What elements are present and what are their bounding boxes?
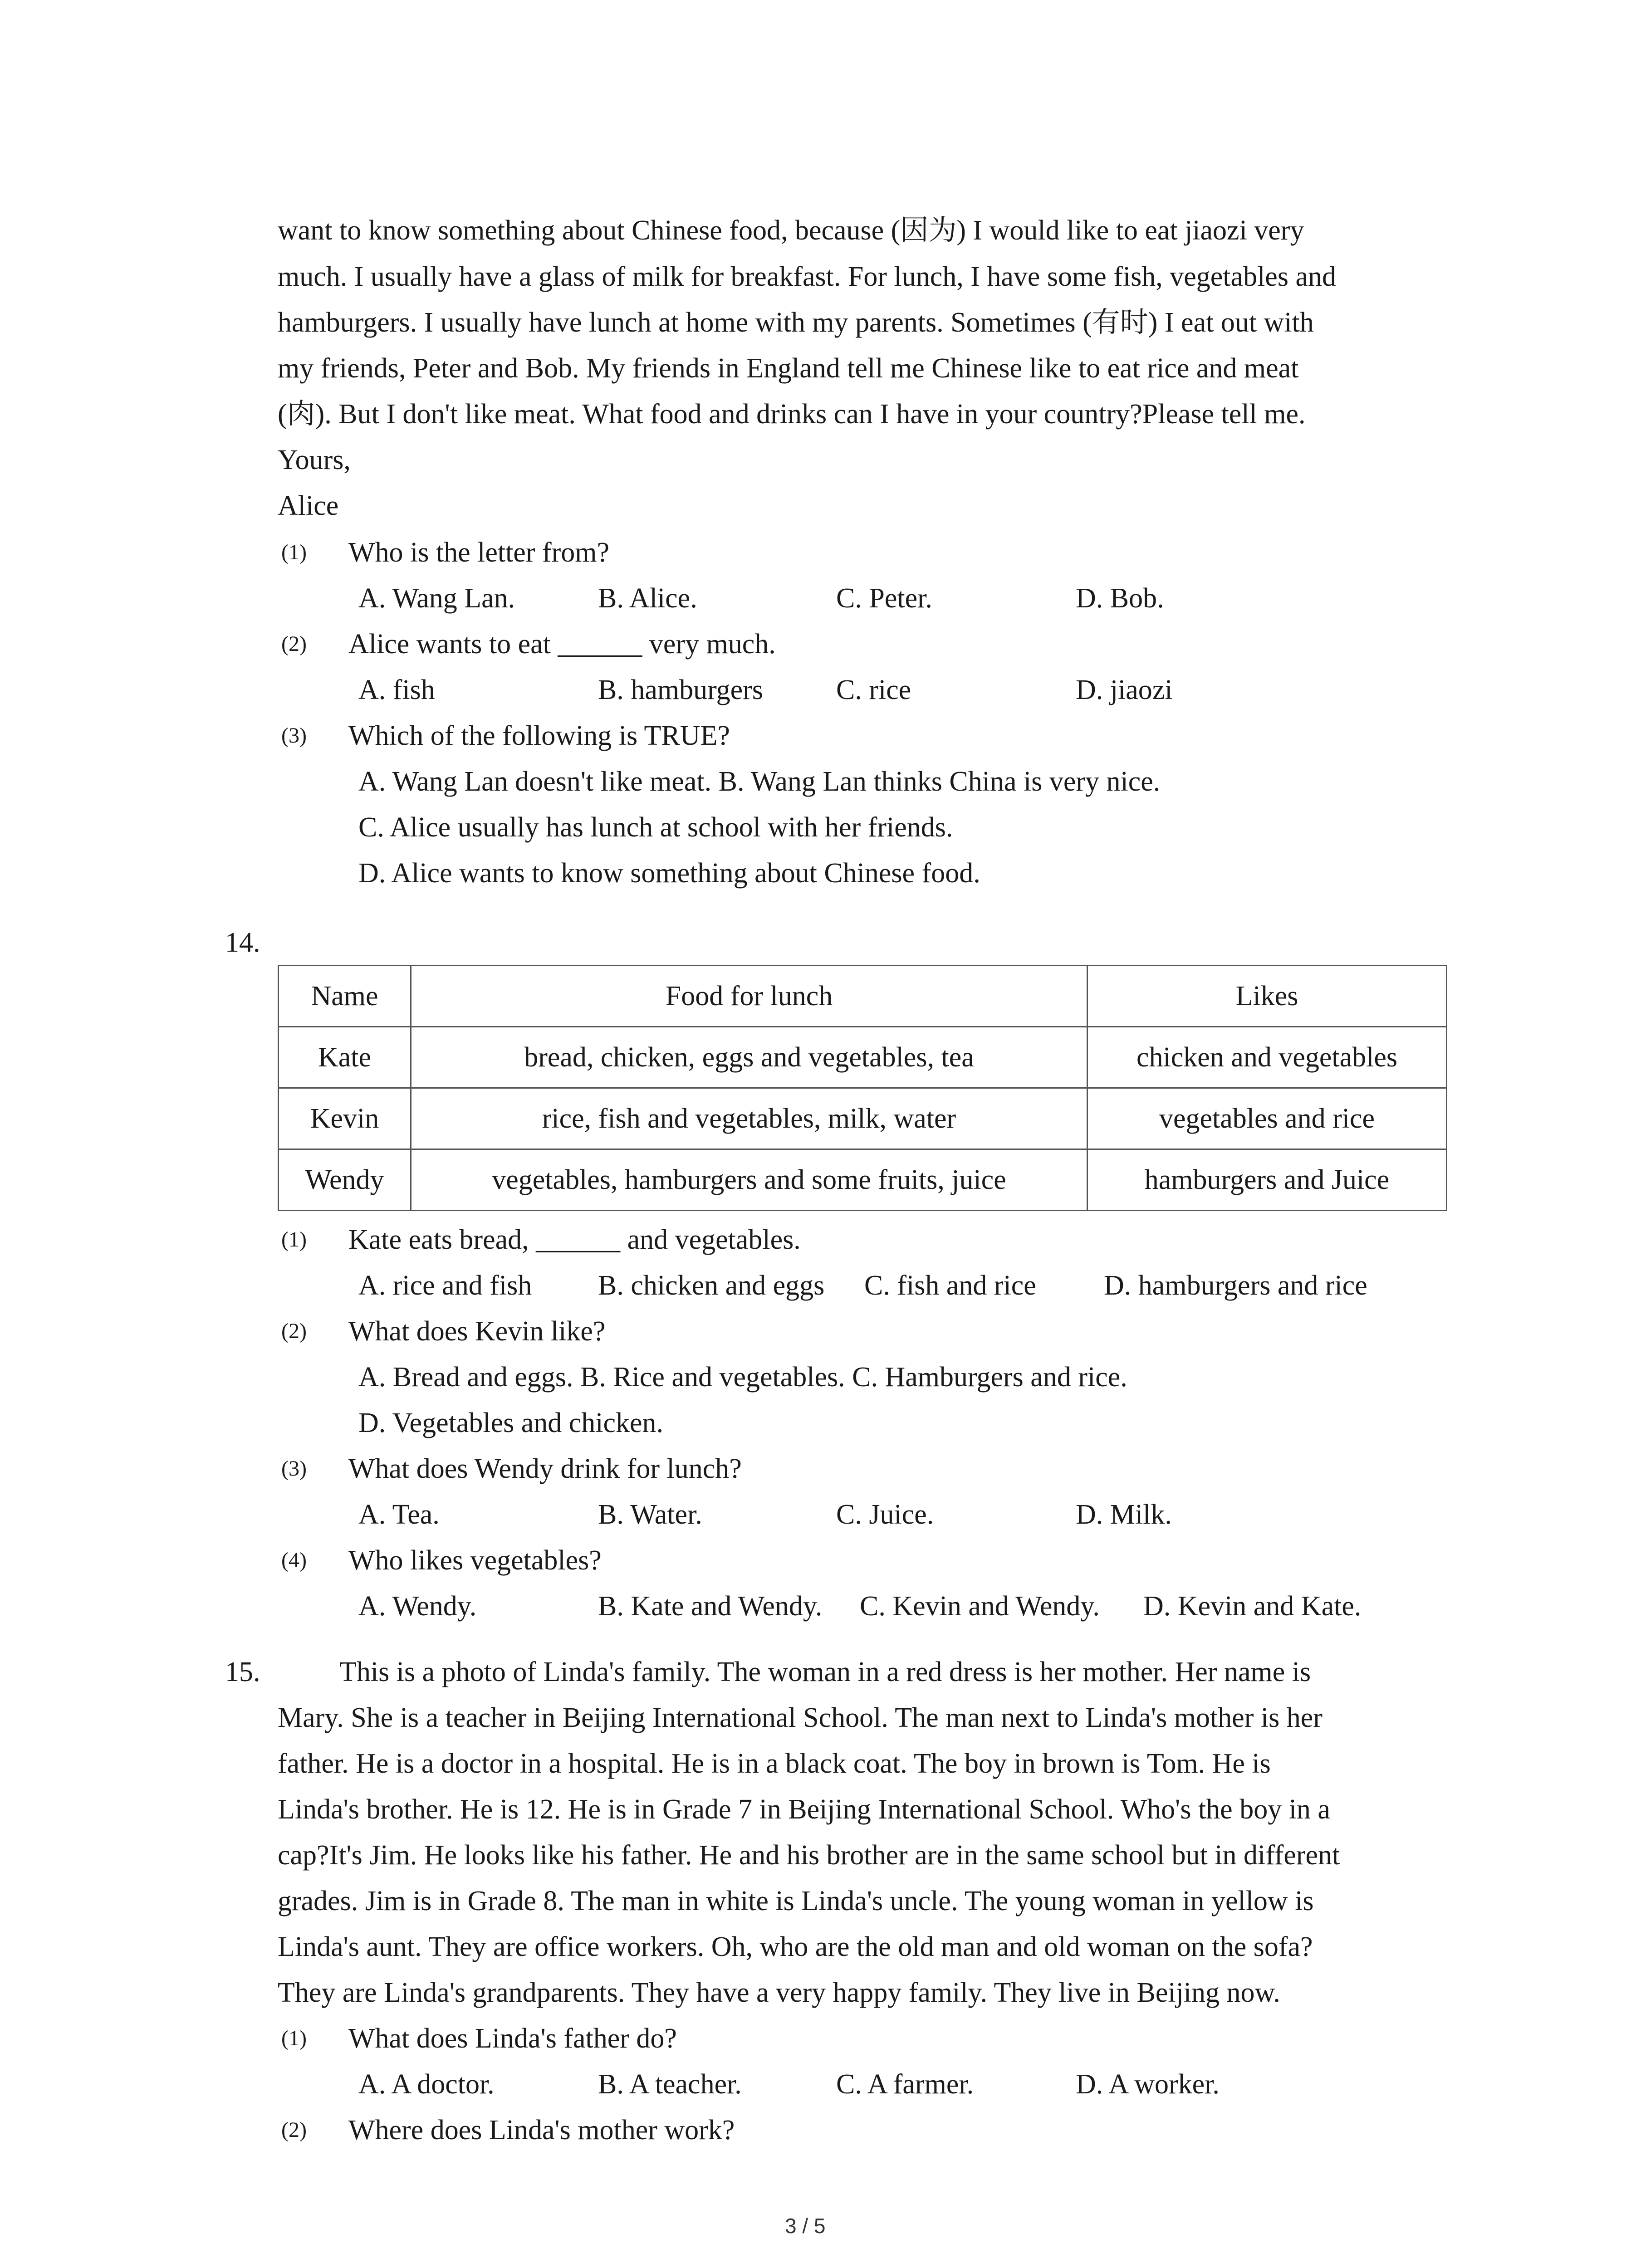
- option-a: A. fish: [358, 675, 435, 705]
- option-c: C. fish and rice: [864, 1270, 1036, 1301]
- option-c: C. Kevin and Wendy.: [860, 1591, 1100, 1622]
- option-b: B. Kate and Wendy.: [598, 1591, 823, 1622]
- question-number: (2): [281, 632, 307, 656]
- table-header-cell: Name: [279, 966, 411, 1027]
- question-text: What does Linda's father do?: [348, 2023, 677, 2054]
- option-a: A. A doctor.: [358, 2069, 495, 2100]
- table-cell: vegetables, hamburgers and some fruits, juice: [411, 1149, 1087, 1211]
- option-b: B. hamburgers: [598, 675, 763, 705]
- table-cell: Kevin: [279, 1088, 411, 1149]
- question-label: 15.: [225, 1657, 260, 1687]
- table-row: [279, 1088, 1447, 1149]
- question-number: (3): [281, 1457, 307, 1481]
- lunch-table: [278, 965, 1447, 1211]
- question-number: (2): [281, 2118, 307, 2142]
- question-label: 14.: [225, 927, 260, 958]
- table-header-row: [279, 966, 1447, 1027]
- passage-line: grades. Jim is in Grade 8. The man in white is Linda's uncle. The young woman in yellow is: [278, 1886, 1314, 1916]
- letter-line: (肉). But I don't like meat. What food and drinks can I have in your country?Please tell me.: [278, 399, 1306, 430]
- option-c: C. Juice.: [836, 1499, 934, 1530]
- table-header-cell: Likes: [1087, 966, 1447, 1027]
- question-text: Alice wants to eat ______ very much.: [348, 629, 776, 660]
- letter-line: hamburgers. I usually have lunch at home with my parents. Sometimes (有时) I eat out with: [278, 307, 1314, 338]
- option-d: D. hamburgers and rice: [1104, 1270, 1367, 1301]
- option-d: D. A worker.: [1076, 2069, 1220, 2100]
- table-cell: hamburgers and Juice: [1087, 1149, 1447, 1211]
- letter-line: my friends, Peter and Bob. My friends in England tell me Chinese like to eat rice and meat: [278, 353, 1299, 384]
- question-text: Which of the following is TRUE?: [348, 720, 730, 751]
- page-number: 3 / 5: [785, 2214, 826, 2238]
- option-d: D. Kevin and Kate.: [1143, 1591, 1362, 1622]
- passage-line: Linda's aunt. They are office workers. Oh, who are the old man and old woman on the sofa?: [278, 1931, 1313, 1962]
- option-c: C. A farmer.: [836, 2069, 974, 2100]
- table-cell: chicken and vegetables: [1087, 1027, 1447, 1088]
- passage-line: Mary. She is a teacher in Beijing International School. The man next to Linda's mother is her: [278, 1702, 1323, 1733]
- option-line: A. Wang Lan doesn't like meat. B. Wang Lan thinks China is very nice.: [358, 766, 1161, 797]
- option-b: B. A teacher.: [598, 2069, 742, 2100]
- question-number: (3): [281, 723, 307, 748]
- question-text: What does Wendy drink for lunch?: [348, 1453, 742, 1484]
- option-d: D. Milk.: [1076, 1499, 1172, 1530]
- option-line: A. Bread and eggs. B. Rice and vegetables. C. Hamburgers and rice.: [358, 1362, 1127, 1393]
- table-cell: Kate: [279, 1027, 411, 1088]
- option-a: A. Wendy.: [358, 1591, 477, 1622]
- question-number: (4): [281, 1548, 307, 1572]
- passage-line: father. He is a doctor in a hospital. He is in a black coat. The boy in brown is Tom. He is: [278, 1748, 1271, 1779]
- option-b: B. chicken and eggs: [598, 1270, 825, 1301]
- question-text: What does Kevin like?: [348, 1316, 606, 1347]
- question-number: (1): [281, 540, 307, 564]
- passage-line: This is a photo of Linda's family. The woman in a red dress is her mother. Her name is: [339, 1657, 1311, 1687]
- option-line: D. Vegetables and chicken.: [358, 1408, 664, 1438]
- option-a: A. Tea.: [358, 1499, 440, 1530]
- letter-line: much. I usually have a glass of milk for breakfast. For lunch, I have some fish, vegetables and: [278, 261, 1336, 292]
- question-number: (1): [281, 2026, 307, 2050]
- option-a: A. Wang Lan.: [358, 583, 515, 614]
- option-d: D. jiaozi: [1076, 675, 1173, 705]
- table-header-cell: Food for lunch: [411, 966, 1087, 1027]
- option-a: A. rice and fish: [358, 1270, 532, 1301]
- option-line: C. Alice usually has lunch at school with her friends.: [358, 812, 953, 843]
- table-cell: bread, chicken, eggs and vegetables, tea: [411, 1027, 1087, 1088]
- question-text: Who is the letter from?: [348, 537, 610, 568]
- question-text: Where does Linda's mother work?: [348, 2115, 735, 2146]
- letter-closing: Yours,: [278, 445, 351, 475]
- table-cell: vegetables and rice: [1087, 1088, 1447, 1149]
- letter-line: want to know something about Chinese food, because (因为) I would like to eat jiaozi very: [278, 215, 1304, 246]
- option-c: C. rice: [836, 675, 911, 705]
- question-text: Kate eats bread, ______ and vegetables.: [348, 1224, 801, 1255]
- table-row: [279, 1149, 1447, 1211]
- option-b: B. Alice.: [598, 583, 697, 614]
- option-line: D. Alice wants to know something about Chinese food.: [358, 858, 980, 889]
- passage-line: cap?It's Jim. He looks like his father. He and his brother are in the same school but in different: [278, 1840, 1340, 1871]
- table-cell: rice, fish and vegetables, milk, water: [411, 1088, 1087, 1149]
- question-number: (1): [281, 1227, 307, 1251]
- option-d: D. Bob.: [1076, 583, 1164, 614]
- question-text: Who likes vegetables?: [348, 1545, 602, 1576]
- option-b: B. Water.: [598, 1499, 702, 1530]
- passage-line: Linda's brother. He is 12. He is in Grade 7 in Beijing International School. Who's the boy in a: [278, 1794, 1330, 1825]
- table-row: [279, 1027, 1447, 1088]
- question-number: (2): [281, 1319, 307, 1343]
- passage-line: They are Linda's grandparents. They have a very happy family. They live in Beijing now.: [278, 1977, 1280, 2008]
- option-c: C. Peter.: [836, 583, 932, 614]
- letter-signature: Alice: [278, 490, 339, 521]
- table-cell: Wendy: [279, 1149, 411, 1211]
